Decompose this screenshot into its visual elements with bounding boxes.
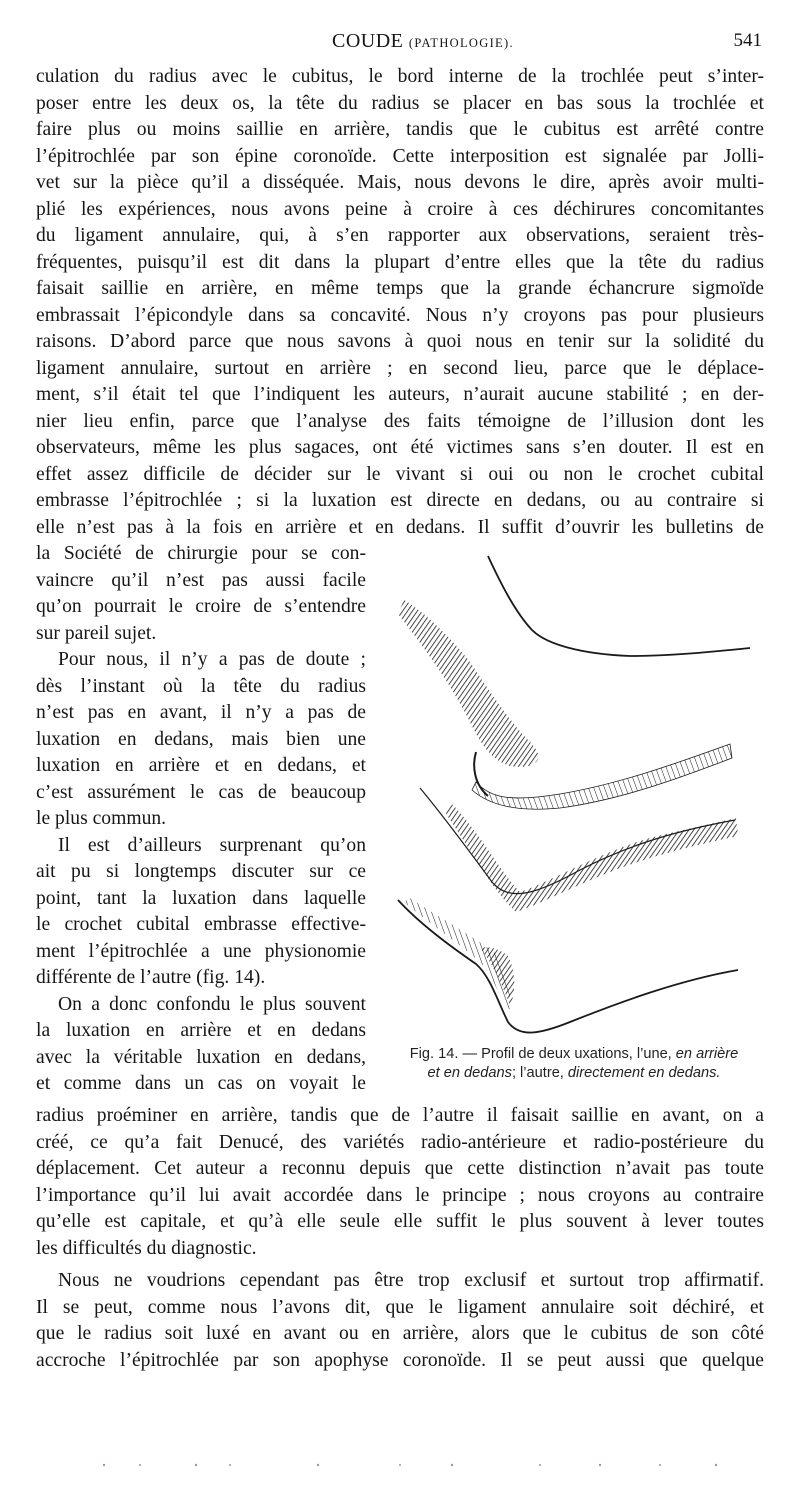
text-line: créé, ce qu’a fait Denucé, des variétés radio-antérieure et radio-postérieure du (36, 1131, 764, 1153)
text-line: ligament annulaire, surtout en arrière ; en second lieu, parce que le déplace- (36, 357, 764, 379)
text-line: les difficultés du diagnostic. (36, 1237, 257, 1259)
text-line: avec la véritable luxation en dedans, (36, 1046, 366, 1068)
upper-profile-shading (398, 600, 538, 767)
text-line: déplacement. Cet auteur a reconnu depuis que cette distinction n’avait pas toute (36, 1158, 764, 1179)
paragraph-4-continued (36, 1103, 764, 1262)
text-line: n’est pas en avant, il n’y a pas de (36, 702, 366, 723)
text-line: embrasse l’épitrochlée ; si la luxation est directe en dedans, ou au contraire si (36, 490, 764, 511)
elbow-profiles-illustration (380, 552, 770, 1042)
text-line: vet sur la pièce qu’il a disséquée. Mais, nous devons le dire, après avoir multi- (36, 172, 764, 193)
paragraph-5 (36, 1268, 764, 1374)
text-line: dès l’instant où la tête du radius (36, 675, 366, 697)
upper-profile-contour (488, 556, 750, 656)
figure-14 (380, 552, 770, 1042)
running-title-sub: (PATHOLOGIE). (408, 36, 514, 50)
text-line: effet assez difficile de décider sur le vivant si oui ou non le crochet cubital (36, 463, 764, 485)
text-line: fréquentes, puisqu’il est dit dans la plupart d’entre elles que la tête du radius (36, 251, 764, 273)
text-line: luxation en arrière et en dedans, et (36, 755, 366, 776)
text-line: culation du radius avec le cubitus, le bord interne de la trochlée peut s’inter- (36, 66, 764, 87)
text-line: raisons. D’abord parce que nous savons à quoi nous en tenir sur la solidité du (36, 331, 764, 352)
text-line: que le radius soit luxé en avant ou en arrière, alors que le cubitus de son côté (36, 1323, 764, 1344)
text-line: ment l’épitrochlée a une physionomie (36, 940, 366, 962)
caption-italic-2: et en dedans (427, 1065, 512, 1081)
text-line: sur pareil sujet. (36, 622, 157, 644)
text-line: point, tant la luxation dans laquelle (36, 887, 366, 909)
caption-prefix: Fig. 14. — Profil de deux uxations, l’une, (409, 1046, 676, 1062)
paragraph-1 (36, 64, 764, 541)
wrapped-column (36, 541, 366, 1098)
text-line: faisait saillie en arrière, en même temps que la grande échancrure sigmoïde (36, 278, 764, 299)
text-line: Il est d’ailleurs surprenant qu’on (58, 834, 366, 856)
text-line: observateurs, même les plus sagaces, ont été victimes sans s’en douter. Il est en (36, 437, 764, 458)
text-line: l’épitrochlée par son épine coronoïde. Cette interposition est signalée par Jolli- (36, 145, 764, 167)
text-line: accroche l’épitrochlée par son apophyse coronoïde. Il se peut aussi que quelque (36, 1349, 764, 1371)
lower-profile-shading (446, 802, 738, 912)
text-line: Nous ne voudrions cependant pas être trop exclusif et surtout trop affirmatif. (58, 1270, 764, 1291)
page-number: 541 (733, 30, 762, 51)
text-line: la luxation en arrière et en dedans (36, 1020, 366, 1041)
text-line: luxation en dedans, mais bien une (36, 728, 366, 750)
page-header (36, 30, 764, 58)
text-line: c’est assurément le cas de beaucoup (36, 781, 366, 803)
text-line: vaincre qu’il n’est pas aussi facile (36, 569, 366, 591)
text-line: qu’on pourrait le croire de s’entendre (36, 596, 366, 617)
text-line: poser entre les deux os, la tête du radius se placer en bas sous la trochlée et (36, 92, 764, 114)
text-line: et comme dans un cas on voyait le (36, 1073, 366, 1094)
text-line: du ligament annulaire, qui, à s’en rapporter aux observations, seraient très- (36, 225, 764, 246)
text-line: On a donc confondu le plus souvent (58, 993, 366, 1015)
text-line: Il se peut, comme nous l’avons dit, que le ligament annulaire soit déchiré, et (36, 1296, 764, 1318)
caption-italic-1: en arrière (675, 1046, 739, 1062)
text-line: radius proéminer en arrière, tandis que de l’autre il faisait saillie en avant, on a (36, 1105, 764, 1126)
text-line: plié les expériences, nous avons peine à croire à ces déchirures concomitantes (36, 198, 764, 220)
text-line: le plus commun. (36, 808, 167, 829)
text-line: Pour nous, il n’y a pas de doute ; (58, 649, 366, 670)
bleed-through-marks (100, 1462, 720, 1468)
text-line: qu’elle est capitale, et qu’à elle seule elle suffit le plus souvent à lever toutes (36, 1211, 764, 1232)
running-title-main: COUDE (332, 30, 404, 52)
figure-caption (384, 1045, 764, 1083)
text-line: différente de l’autre (fig. 14). (36, 967, 266, 988)
caption-italic-3: directement en dedans. (567, 1065, 721, 1081)
caption-mid: ; l’autre, (511, 1065, 568, 1081)
text-line: elle n’est pas à la fois en arrière et en dedans. Il suffit d’ouvrir les bulletins de (36, 516, 764, 538)
text-line: ment, s’il était tel que l’indiquent les auteurs, n’aurait aucune stabilité ; en der- (36, 384, 764, 405)
text-line: ait pu si longtemps discuter sur ce (36, 861, 366, 882)
text-line: l’importance qu’il lui avait accordée dans le principe ; nous croyons au contraire (36, 1184, 764, 1206)
lower-profile-arm (398, 900, 738, 1033)
running-title (332, 30, 514, 53)
text-line: la Société de chirurgie pour se con- (36, 543, 366, 564)
text-line: nier lieu enfin, parce que l’analyse des faits témoigne de l’illusion dont les (36, 410, 764, 432)
text-line: embrassait l’épicondyle dans sa concavité. Nous n’y croyons pas pour plusieurs (36, 304, 764, 326)
text-line: le crochet cubital embrasse effective- (36, 914, 366, 935)
text-line: faire plus ou moins saillie en arrière, tandis que le cubitus est arrêté contre (36, 119, 764, 140)
